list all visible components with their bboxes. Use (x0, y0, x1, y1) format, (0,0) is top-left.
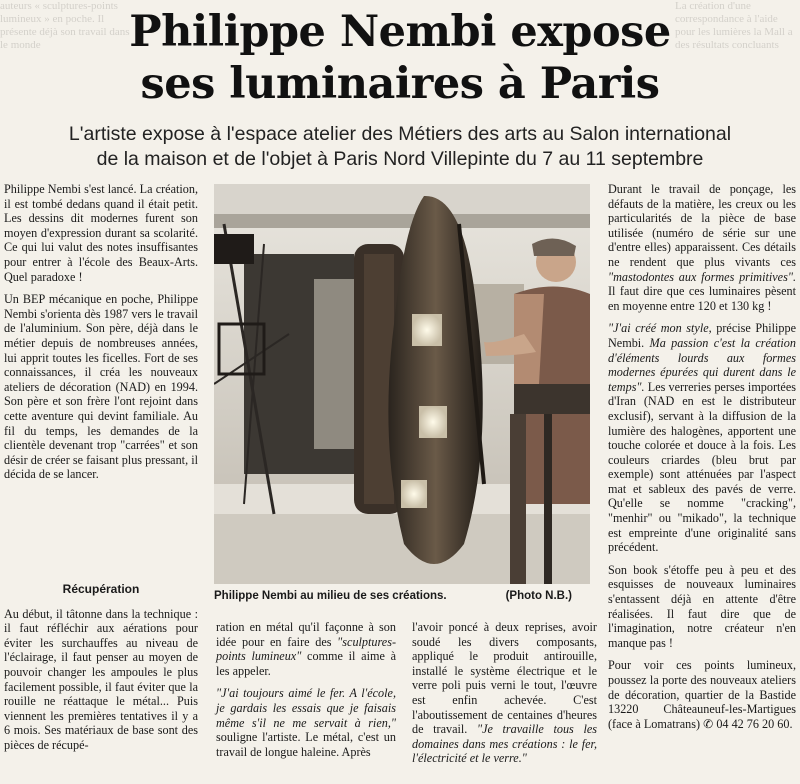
paragraph (608, 182, 796, 313)
paragraph: Philippe Nembi s'est lancé. La création, il est tombé dedans quand il était petit. Les dessins dit modernes furent son moyen d'expression durant sa scolarité. Ce qui lui valut des notes insuffisantes pour entrer à l'école des Beaux-Arts. Quel paradoxe ! (4, 182, 198, 284)
article-column-4 (608, 182, 796, 739)
paragraph: Au début, il tâtonne dans la technique : il faut réfléchir aux aérations pour éviter les surchauffes au niveau de l'éclairage, il faut penser au moyen de pouvoir changer les ampoules le plus facilement possible, il faut éviter que la rouille ne réattaque le métal... Puis viennent les premières tentatives il y a 6 mois. Ses matériaux de base sont des pièces de récupé- (4, 606, 198, 752)
text-run: souligne l'artiste. Le métal, c'est un travail de longue haleine. Après (216, 730, 396, 759)
paragraph (608, 321, 796, 555)
quote: Ma passion c'est la création d'éléments lourds aux formes modernes épurées qui durent dans le temps". (608, 335, 796, 394)
paragraph: Pour voir ces points lumineux, poussez la porte des nouveaux ateliers de décoration, quartier de la Bastide 13220 Châteauneuf-les-Martigues (face à Lomatrans) ✆ 04 42 76 20 60. (608, 658, 796, 731)
subheadline-line-2: de la maison et de l'objet à Paris Nord Villepinte du 7 au 11 septembre (96, 148, 704, 170)
headline (0, 6, 800, 110)
text-run: ration en métal qu'il façonne à son idée pour en faire des (216, 620, 396, 649)
text-run: comme il aime à les appeler. (216, 649, 396, 678)
text-run: précise Philippe Nembi. (608, 321, 796, 350)
article-column-1 (4, 182, 198, 490)
paragraph (216, 620, 396, 678)
subheadline (30, 122, 770, 172)
photo-artist-with-luminaires (214, 184, 590, 584)
article-column-2 (216, 620, 396, 767)
paragraph (216, 686, 396, 759)
headline-line-1: Philippe Nembi expose (129, 7, 671, 57)
text-run: Les verreries perses importées d'Iran (NAD en est le distributeur exclusif), servant à la diffusion de la lumière des halogènes, apportent une touche colorée et douce à la fois. Les couleurs criardes (bleu brut par exemple) sont atténuées par l'aspect mat et sableux des pavés de verre. Qu'elle se nomme "cracking", "menhir" ou "mikado", la technique est empreinte d'une originalité sans précédent. (608, 379, 796, 555)
paragraph (412, 620, 597, 766)
text-run: Il faut dire que ces luminaires pèsent en moyenne entre 120 et 130 kg ! (608, 284, 796, 313)
quote: "sculptures-points lumineux" (216, 634, 396, 664)
quote: "Je travaille tous les domaines dans mes créations : le fer, l'électricité et le verre." (412, 722, 597, 766)
quote: "J'ai toujours aimé le fer. A l'école, je gardais les essais que je faisais même s'il ne me servait à rien," (216, 686, 396, 730)
article-column-3 (412, 620, 597, 774)
article-column-1-bottom (4, 582, 198, 761)
caption-text: Philippe Nembi au milieu de ses créations. (214, 590, 447, 602)
quote: "J'ai créé mon style, (608, 321, 712, 336)
paragraph: Un BEP mécanique en poche, Philippe Nembi s'orienta dès 1987 vers le travail de l'aluminium. Son père, déjà dans le métier depuis de nombreuses années, lui apprit toutes les ficelles. Fort de ses connaissances, il créa les nouveaux ateliers de décoration (NAD) en 1994. Son père et son frère l'ont rejoint dans cette aventure qui devint familiale. Au fil du temps, les demandes de la clientèle devenant trop "carrées" et son désir de créer se faisant plus pressant, il décida de se lancer. (4, 292, 198, 482)
text-run: Durant le travail de ponçage, les défauts de la matière, les creux ou les particularités de la pièce de base utilisée (numéro de série sur une d'entre elles) apparaissent. Ces détails ne rendent que plus vivants ces (608, 182, 796, 269)
paragraph: Son book s'étoffe peu à peu et des esquisses de nouveaux luminaires s'entassent déjà en attente d'être réalisées. Il faut dire que de l'imagination, notre créateur n'en manque pas ! (608, 562, 796, 650)
photo-credit: (Photo N.B.) (505, 590, 572, 602)
text-run: l'avoir poncé à deux reprises, avoir soudé les divers composants, appliqué le produit antirouille, installé le système électrique et le verre poli puis verni le tout, l'œuvre est enfin achevée. C'est l'aboutissement de centaines d'heures de travail. (412, 620, 597, 737)
bleed-through-text-left: auteurs « sculptures-points lumineux » en poche. Il présente déjà son travail dans le monde (0, 0, 130, 51)
bleed-through-text-right: La création d'une correspondance à l'aide pour les lumières la Mall a des résultats concluants (675, 0, 793, 51)
section-subhead: Récupération (62, 582, 140, 596)
headline-line-2: ses luminaires à Paris (140, 59, 660, 109)
subheadline-line-1: L'artiste expose à l'espace atelier des Métiers des arts au Salon international (68, 123, 732, 145)
quote: "mastodontes aux formes primitives". (608, 269, 796, 284)
photo-caption (214, 590, 590, 602)
